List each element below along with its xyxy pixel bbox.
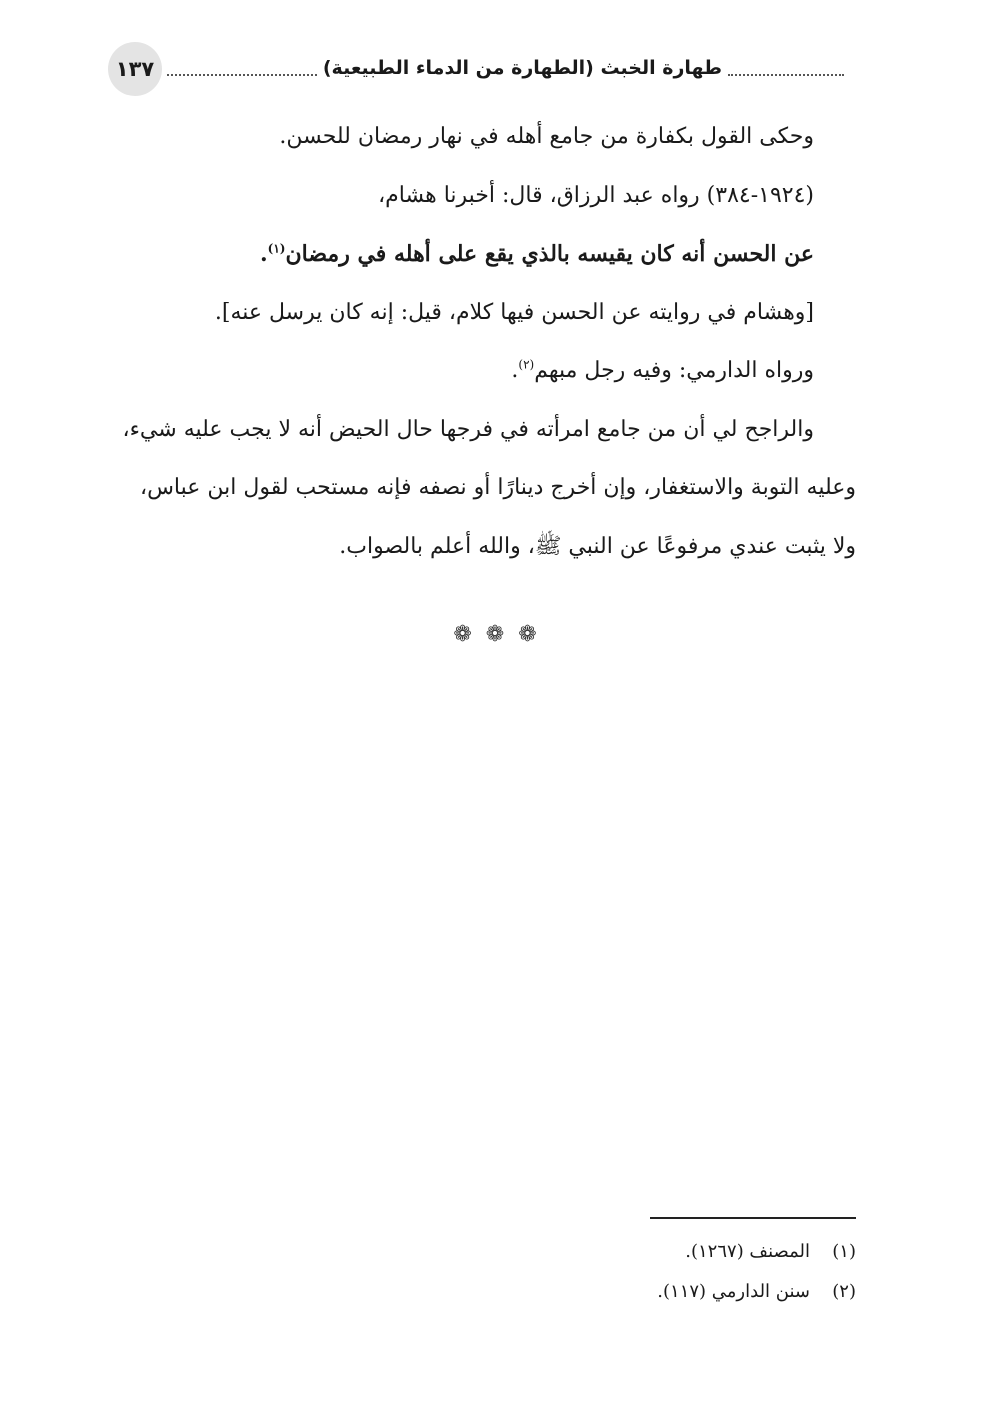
footnote-item: [356, 1232, 856, 1272]
footnotes: [356, 1232, 856, 1312]
footnote-item: [356, 1272, 856, 1312]
footnote-ref-2[interactable]: (٢): [518, 357, 535, 372]
footnote-text: سنن الدارمي (١١٧).: [657, 1281, 810, 1302]
hadith-text-line: [116, 225, 856, 284]
footnote-divider: [650, 1217, 856, 1219]
hadith-text: عن الحسن أنه كان يقيسه بالذي يقع على أهله في رمضان: [285, 241, 814, 267]
commentary-line: [وهشام في روايته عن الحسن فيها كلام، قيل: إنه كان يرسل عنه].: [214, 299, 814, 325]
footnote-ref-1[interactable]: (١): [267, 241, 286, 256]
body-line: وحكى القول بكفارة من جامع أهله في نهار رمضان للحسن.: [279, 124, 814, 149]
footnote-number: (١): [832, 1241, 856, 1262]
leader-dots: [167, 74, 317, 76]
conclusion-line: وعليه التوبة والاستغفار، وإن أخرج دينارًا أو نصفه فإنه مستحب لقول ابن عباس،: [139, 475, 856, 500]
body-line-text: ورواه الدارمي: وفيه رجل مبهم: [534, 358, 814, 383]
period: .: [259, 241, 268, 267]
leader-dots: [728, 74, 844, 76]
footnote-text: المصنف (١٢٦٧).: [685, 1241, 810, 1262]
conclusion-line: والراجح لي أن من جامع امرأته في فرجها حال الحيض أنه لا يجب عليه شيء،: [122, 416, 814, 442]
hadith-number-line: (١٩٢٤-٣٨٤) رواه عبد الرزاق، قال: أخبرنا هشام،: [378, 182, 814, 208]
period: .: [511, 358, 519, 383]
body-line: [116, 342, 856, 401]
footnote-number: (٢): [832, 1281, 856, 1302]
running-title-text: طهارة الخبث (الطهارة من الدماء الطبيعية): [322, 57, 722, 79]
section-ornament: ❁❁❁: [453, 622, 551, 647]
conclusion-line: ولا يثبت عندي مرفوعًا عن النبي ﷺ، والله أعلم بالصواب.: [339, 533, 856, 559]
page-number: ١٣٧: [108, 42, 162, 96]
page-header: [108, 42, 844, 98]
running-title: [167, 56, 844, 80]
body-text: [116, 108, 856, 576]
